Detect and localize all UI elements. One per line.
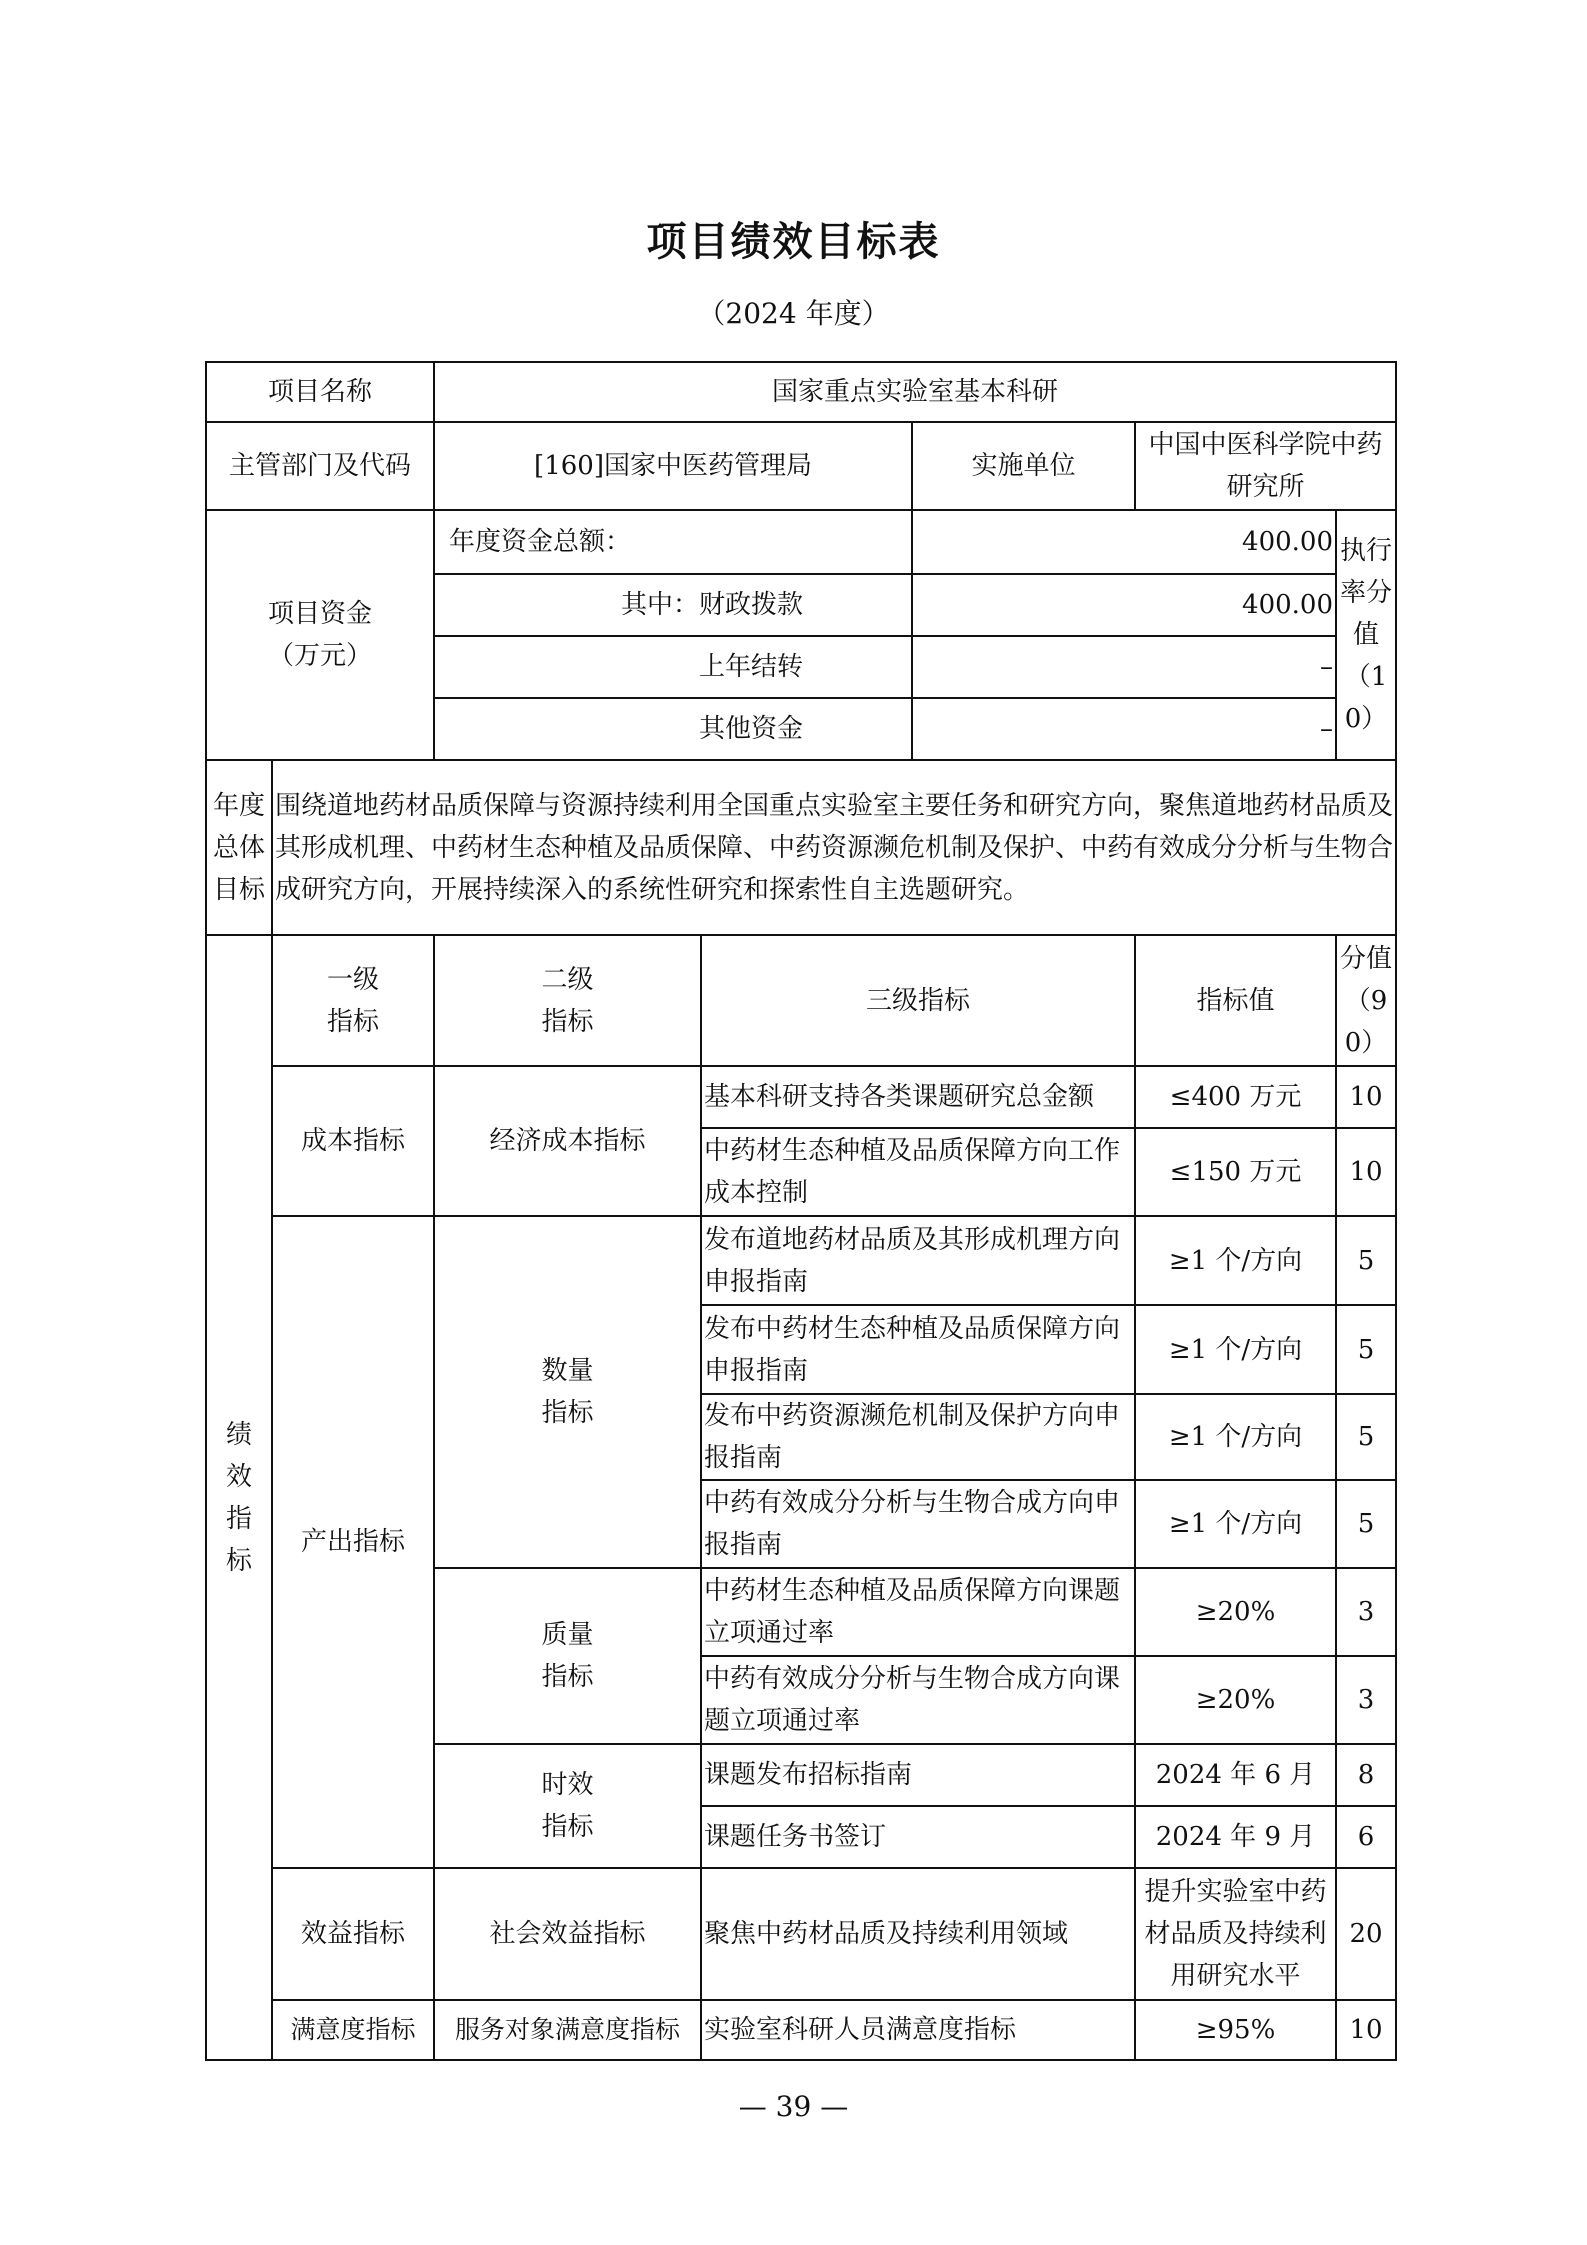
document-title: 项目绩效目标表 — [646, 219, 941, 265]
score-cell: 20 — [1336, 1868, 1396, 2000]
score-cell: 10 — [1336, 1066, 1396, 1128]
level3-cell: 中药有效成分分析与生物合成方向申报指南 — [701, 1480, 1135, 1568]
value-cell: 2024 年 6 月 — [1135, 1744, 1336, 1806]
score-cell: 8 — [1336, 1744, 1396, 1806]
goal-text: 围绕道地药材品质保障与资源持续利用全国重点实验室主要任务和研究方向，聚焦道地药材品质及其形成机理、中药材生态种植及品质保障、中药资源濒危机制及保护、中药有效成分分析与生物合成研究方向，开展持续深入的系统性研究和探索性自主选题研究。 — [272, 760, 1396, 935]
level2-cell: 服务对象满意度指标 — [434, 2000, 701, 2060]
unit: 中国中医科学院中药研究所 — [1135, 422, 1396, 510]
dept: [160]国家中医药管理局 — [434, 422, 912, 510]
header-level2: 二级指标 — [434, 935, 701, 1066]
level3-cell: 中药材生态种植及品质保障方向工作成本控制 — [701, 1128, 1135, 1216]
level3-cell: 中药材生态种植及品质保障方向课题立项通过率 — [701, 1568, 1135, 1656]
funds-row-label: 年度资金总额： — [434, 510, 912, 574]
performance-target-table — [205, 361, 1397, 2061]
level1-cell: 效益指标 — [272, 1868, 434, 2000]
value-cell: 2024 年 9 月 — [1135, 1806, 1336, 1868]
goal-label: 年度总体目标 — [206, 760, 272, 935]
level2-cell: 经济成本指标 — [434, 1066, 701, 1216]
page-number: — 39 — — [738, 2090, 849, 2123]
funds-row-label: 其中：财政拨款 — [434, 574, 912, 636]
score-cell: 6 — [1336, 1806, 1396, 1868]
score-cell: 5 — [1336, 1480, 1396, 1568]
header-value: 指标值 — [1135, 935, 1336, 1066]
value-cell: ≥1 个/方向 — [1135, 1394, 1336, 1480]
score-cell: 10 — [1336, 1128, 1396, 1216]
level1-cell: 产出指标 — [272, 1216, 434, 1868]
score-cell: 3 — [1336, 1656, 1396, 1744]
dept-label: 主管部门及代码 — [206, 422, 434, 510]
funds-label-text: 项目资金（万元） — [268, 599, 373, 671]
header-level1: 一级指标 — [272, 935, 434, 1066]
funds-label — [206, 510, 434, 760]
score-cell: 5 — [1336, 1216, 1396, 1305]
indicators-section-text: 绩效指标 — [225, 1419, 252, 1576]
funds-row-label: 其他资金 — [434, 698, 912, 760]
value-cell: ≥95% — [1135, 2000, 1336, 2060]
level3-cell: 发布中药资源濒危机制及保护方向申报指南 — [701, 1394, 1135, 1480]
level3-cell: 发布道地药材品质及其形成机理方向申报指南 — [701, 1216, 1135, 1305]
funds-row-value: – — [912, 636, 1336, 698]
score-cell: 10 — [1336, 2000, 1396, 2060]
document-subtitle: （2024 年度） — [697, 297, 890, 330]
level2-cell: 时效指标 — [434, 1744, 701, 1868]
value-cell: ≥1 个/方向 — [1135, 1480, 1336, 1568]
level1-cell: 成本指标 — [272, 1066, 434, 1216]
unit-label: 实施单位 — [912, 422, 1135, 510]
indicators-section-label — [206, 935, 272, 2060]
funds-row-value: 400.00 — [912, 574, 1336, 636]
level3-cell: 课题任务书签订 — [701, 1806, 1135, 1868]
value-cell: 提升实验室中药材品质及持续利用研究水平 — [1135, 1868, 1336, 2000]
funds-row-value: 400.00 — [912, 510, 1336, 574]
level3-cell: 发布中药材生态种植及品质保障方向申报指南 — [701, 1305, 1135, 1394]
funds-row-label: 上年结转 — [434, 636, 912, 698]
level2-cell: 质量指标 — [434, 1568, 701, 1744]
score-cell: 5 — [1336, 1394, 1396, 1480]
value-cell: ≥1 个/方向 — [1135, 1305, 1336, 1394]
level3-cell: 实验室科研人员满意度指标 — [701, 2000, 1135, 2060]
value-cell: ≤400 万元 — [1135, 1066, 1336, 1128]
level2-cell: 数量指标 — [434, 1216, 701, 1568]
level2-cell: 社会效益指标 — [434, 1868, 701, 2000]
level1-cell: 满意度指标 — [272, 2000, 434, 2060]
funds-row-value: – — [912, 698, 1336, 760]
level3-cell: 中药有效成分分析与生物合成方向课题立项通过率 — [701, 1656, 1135, 1744]
value-cell: ≥20% — [1135, 1656, 1336, 1744]
value-cell: ≥20% — [1135, 1568, 1336, 1656]
value-cell: ≤150 万元 — [1135, 1128, 1336, 1216]
project-name-label: 项目名称 — [206, 362, 434, 422]
level3-cell: 基本科研支持各类课题研究总金额 — [701, 1066, 1135, 1128]
value-cell: ≥1 个/方向 — [1135, 1216, 1336, 1305]
project-name: 国家重点实验室基本科研 — [434, 362, 1396, 422]
execution-score-label: 执行率分值（10） — [1336, 510, 1396, 760]
score-cell: 5 — [1336, 1305, 1396, 1394]
level3-cell: 聚焦中药材品质及持续利用领域 — [701, 1868, 1135, 2000]
level3-cell: 课题发布招标指南 — [701, 1744, 1135, 1806]
header-score: 分值（90） — [1336, 935, 1396, 1066]
score-cell: 3 — [1336, 1568, 1396, 1656]
header-level3: 三级指标 — [701, 935, 1135, 1066]
